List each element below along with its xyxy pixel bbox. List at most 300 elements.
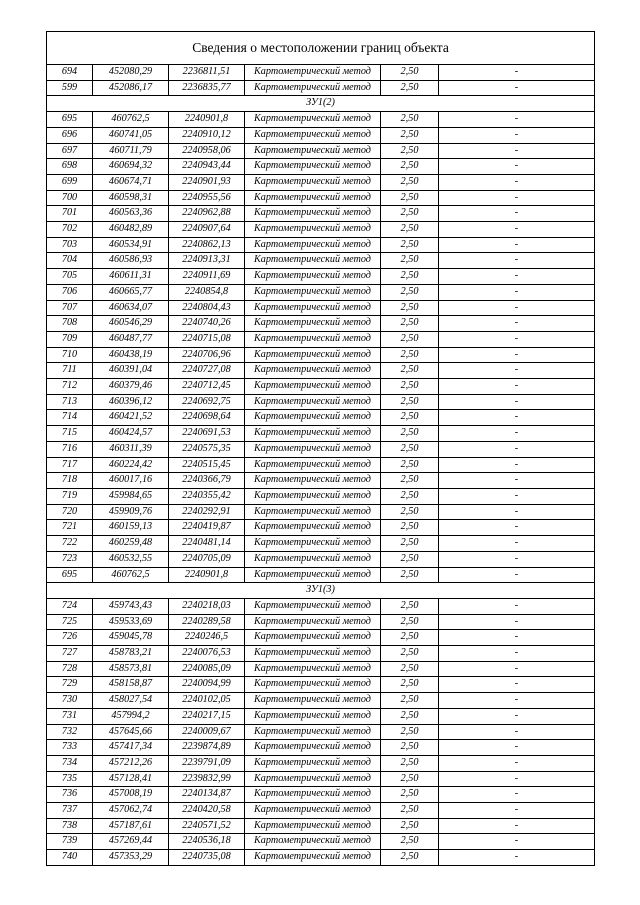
section-label: ЗУ1(2) bbox=[47, 96, 595, 112]
table-row bbox=[47, 504, 595, 520]
x-coordinate-cell: 459984,65 bbox=[93, 488, 169, 504]
y-coordinate-cell: 2240804,43 bbox=[169, 300, 245, 316]
table-row bbox=[47, 206, 595, 222]
point-number-cell: 713 bbox=[47, 394, 93, 410]
point-number-cell: 740 bbox=[47, 850, 93, 866]
accuracy-cell: 2,50 bbox=[381, 551, 439, 567]
point-number-cell: 731 bbox=[47, 708, 93, 724]
accuracy-cell: 2,50 bbox=[381, 347, 439, 363]
table-row bbox=[47, 787, 595, 803]
y-coordinate-cell: 2239874,89 bbox=[169, 740, 245, 756]
table-row bbox=[47, 253, 595, 269]
description-cell: - bbox=[439, 300, 595, 316]
accuracy-cell: 2,50 bbox=[381, 112, 439, 128]
table-row bbox=[47, 112, 595, 128]
accuracy-cell: 2,50 bbox=[381, 693, 439, 709]
table-row bbox=[47, 347, 595, 363]
y-coordinate-cell: 2240727,08 bbox=[169, 363, 245, 379]
method-cell: Картометрический метод bbox=[245, 661, 381, 677]
y-coordinate-cell: 2240515,45 bbox=[169, 457, 245, 473]
x-coordinate-cell: 457645,66 bbox=[93, 724, 169, 740]
description-cell: - bbox=[439, 818, 595, 834]
x-coordinate-cell: 459533,69 bbox=[93, 614, 169, 630]
method-cell: Картометрический метод bbox=[245, 426, 381, 442]
accuracy-cell: 2,50 bbox=[381, 222, 439, 238]
point-number-cell: 736 bbox=[47, 787, 93, 803]
point-number-cell: 710 bbox=[47, 347, 93, 363]
x-coordinate-cell: 460563,36 bbox=[93, 206, 169, 222]
description-cell: - bbox=[439, 567, 595, 583]
method-cell: Картометрический метод bbox=[245, 520, 381, 536]
accuracy-cell: 2,50 bbox=[381, 269, 439, 285]
method-cell: Картометрический метод bbox=[245, 850, 381, 866]
method-cell: Картометрический метод bbox=[245, 174, 381, 190]
y-coordinate-cell: 2240705,09 bbox=[169, 551, 245, 567]
x-coordinate-cell: 460424,57 bbox=[93, 426, 169, 442]
method-cell: Картометрический метод bbox=[245, 222, 381, 238]
method-cell: Картометрический метод bbox=[245, 143, 381, 159]
table-row bbox=[47, 379, 595, 395]
description-cell: - bbox=[439, 316, 595, 332]
method-cell: Картометрический метод bbox=[245, 331, 381, 347]
point-number-cell: 724 bbox=[47, 598, 93, 614]
description-cell: - bbox=[439, 473, 595, 489]
description-cell: - bbox=[439, 394, 595, 410]
point-number-cell: 696 bbox=[47, 127, 93, 143]
y-coordinate-cell: 2240712,45 bbox=[169, 379, 245, 395]
y-coordinate-cell: 2240009,67 bbox=[169, 724, 245, 740]
method-cell: Картометрический метод bbox=[245, 740, 381, 756]
y-coordinate-cell: 2240958,06 bbox=[169, 143, 245, 159]
x-coordinate-cell: 460762,5 bbox=[93, 567, 169, 583]
y-coordinate-cell: 2240575,35 bbox=[169, 441, 245, 457]
description-cell: - bbox=[439, 65, 595, 81]
x-coordinate-cell: 457994,2 bbox=[93, 708, 169, 724]
description-cell: - bbox=[439, 379, 595, 395]
method-cell: Картометрический метод bbox=[245, 708, 381, 724]
description-cell: - bbox=[439, 488, 595, 504]
accuracy-cell: 2,50 bbox=[381, 850, 439, 866]
table-row bbox=[47, 614, 595, 630]
point-number-cell: 695 bbox=[47, 567, 93, 583]
accuracy-cell: 2,50 bbox=[381, 536, 439, 552]
point-number-cell: 599 bbox=[47, 80, 93, 96]
point-number-cell: 737 bbox=[47, 803, 93, 819]
table-row bbox=[47, 520, 595, 536]
table-row bbox=[47, 724, 595, 740]
table-row bbox=[47, 850, 595, 866]
point-number-cell: 715 bbox=[47, 426, 93, 442]
method-cell: Картометрический метод bbox=[245, 206, 381, 222]
table-row bbox=[47, 755, 595, 771]
x-coordinate-cell: 459743,43 bbox=[93, 598, 169, 614]
method-cell: Картометрический метод bbox=[245, 441, 381, 457]
method-cell: Картометрический метод bbox=[245, 771, 381, 787]
point-number-cell: 718 bbox=[47, 473, 93, 489]
point-number-cell: 726 bbox=[47, 630, 93, 646]
point-number-cell: 711 bbox=[47, 363, 93, 379]
method-cell: Картометрический метод bbox=[245, 551, 381, 567]
x-coordinate-cell: 460379,46 bbox=[93, 379, 169, 395]
x-coordinate-cell: 460396,12 bbox=[93, 394, 169, 410]
x-coordinate-cell: 460586,93 bbox=[93, 253, 169, 269]
y-coordinate-cell: 2239832,99 bbox=[169, 771, 245, 787]
description-cell: - bbox=[439, 740, 595, 756]
description-cell: - bbox=[439, 143, 595, 159]
method-cell: Картометрический метод bbox=[245, 159, 381, 175]
x-coordinate-cell: 460598,31 bbox=[93, 190, 169, 206]
method-cell: Картометрический метод bbox=[245, 787, 381, 803]
table-row bbox=[47, 661, 595, 677]
accuracy-cell: 2,50 bbox=[381, 331, 439, 347]
accuracy-cell: 2,50 bbox=[381, 630, 439, 646]
table-row bbox=[47, 65, 595, 81]
description-cell: - bbox=[439, 174, 595, 190]
y-coordinate-cell: 2240366,79 bbox=[169, 473, 245, 489]
description-cell: - bbox=[439, 112, 595, 128]
point-number-cell: 699 bbox=[47, 174, 93, 190]
y-coordinate-cell: 2240901,8 bbox=[169, 567, 245, 583]
method-cell: Картометрический метод bbox=[245, 677, 381, 693]
accuracy-cell: 2,50 bbox=[381, 787, 439, 803]
table-row bbox=[47, 410, 595, 426]
point-number-cell: 700 bbox=[47, 190, 93, 206]
table-row bbox=[47, 803, 595, 819]
x-coordinate-cell: 460391,04 bbox=[93, 363, 169, 379]
method-cell: Картометрический метод bbox=[245, 473, 381, 489]
x-coordinate-cell: 452086,17 bbox=[93, 80, 169, 96]
table-row bbox=[47, 834, 595, 850]
description-cell: - bbox=[439, 331, 595, 347]
y-coordinate-cell: 2240901,93 bbox=[169, 174, 245, 190]
accuracy-cell: 2,50 bbox=[381, 598, 439, 614]
accuracy-cell: 2,50 bbox=[381, 379, 439, 395]
description-cell: - bbox=[439, 347, 595, 363]
boundary-coordinates-table bbox=[46, 31, 595, 866]
point-number-cell: 702 bbox=[47, 222, 93, 238]
point-number-cell: 732 bbox=[47, 724, 93, 740]
x-coordinate-cell: 460487,77 bbox=[93, 331, 169, 347]
method-cell: Картометрический метод bbox=[245, 112, 381, 128]
accuracy-cell: 2,50 bbox=[381, 206, 439, 222]
point-number-cell: 717 bbox=[47, 457, 93, 473]
table-row bbox=[47, 473, 595, 489]
table-row bbox=[47, 80, 595, 96]
method-cell: Картометрический метод bbox=[245, 379, 381, 395]
x-coordinate-cell: 459909,76 bbox=[93, 504, 169, 520]
method-cell: Картометрический метод bbox=[245, 630, 381, 646]
description-cell: - bbox=[439, 159, 595, 175]
y-coordinate-cell: 2240419,87 bbox=[169, 520, 245, 536]
y-coordinate-cell: 2240692,75 bbox=[169, 394, 245, 410]
x-coordinate-cell: 460741,05 bbox=[93, 127, 169, 143]
point-number-cell: 734 bbox=[47, 755, 93, 771]
point-number-cell: 735 bbox=[47, 771, 93, 787]
point-number-cell: 719 bbox=[47, 488, 93, 504]
x-coordinate-cell: 460694,32 bbox=[93, 159, 169, 175]
title-row bbox=[47, 32, 595, 65]
method-cell: Картометрический метод bbox=[245, 457, 381, 473]
x-coordinate-cell: 460546,29 bbox=[93, 316, 169, 332]
table-row bbox=[47, 159, 595, 175]
description-cell: - bbox=[439, 520, 595, 536]
table-row bbox=[47, 237, 595, 253]
point-number-cell: 720 bbox=[47, 504, 93, 520]
point-number-cell: 738 bbox=[47, 818, 93, 834]
method-cell: Картометрический метод bbox=[245, 646, 381, 662]
y-coordinate-cell: 2240735,08 bbox=[169, 850, 245, 866]
accuracy-cell: 2,50 bbox=[381, 127, 439, 143]
x-coordinate-cell: 460532,55 bbox=[93, 551, 169, 567]
y-coordinate-cell: 2240706,96 bbox=[169, 347, 245, 363]
description-cell: - bbox=[439, 80, 595, 96]
y-coordinate-cell: 2240102,05 bbox=[169, 693, 245, 709]
section-row bbox=[47, 583, 595, 599]
x-coordinate-cell: 459045,78 bbox=[93, 630, 169, 646]
method-cell: Картометрический метод bbox=[245, 755, 381, 771]
accuracy-cell: 2,50 bbox=[381, 818, 439, 834]
table-row bbox=[47, 222, 595, 238]
description-cell: - bbox=[439, 755, 595, 771]
y-coordinate-cell: 2240217,15 bbox=[169, 708, 245, 724]
description-cell: - bbox=[439, 269, 595, 285]
x-coordinate-cell: 458783,21 bbox=[93, 646, 169, 662]
method-cell: Картометрический метод bbox=[245, 300, 381, 316]
table-title: Сведения о местоположении границ объекта bbox=[47, 32, 595, 65]
description-cell: - bbox=[439, 630, 595, 646]
description-cell: - bbox=[439, 190, 595, 206]
accuracy-cell: 2,50 bbox=[381, 300, 439, 316]
method-cell: Картометрический метод bbox=[245, 803, 381, 819]
y-coordinate-cell: 2240715,08 bbox=[169, 331, 245, 347]
method-cell: Картометрический метод bbox=[245, 488, 381, 504]
accuracy-cell: 2,50 bbox=[381, 394, 439, 410]
method-cell: Картометрический метод bbox=[245, 316, 381, 332]
x-coordinate-cell: 457062,74 bbox=[93, 803, 169, 819]
method-cell: Картометрический метод bbox=[245, 253, 381, 269]
method-cell: Картометрический метод bbox=[245, 410, 381, 426]
table-row bbox=[47, 646, 595, 662]
y-coordinate-cell: 2240355,42 bbox=[169, 488, 245, 504]
y-coordinate-cell: 2240691,53 bbox=[169, 426, 245, 442]
y-coordinate-cell: 2240740,26 bbox=[169, 316, 245, 332]
point-number-cell: 725 bbox=[47, 614, 93, 630]
accuracy-cell: 2,50 bbox=[381, 771, 439, 787]
description-cell: - bbox=[439, 724, 595, 740]
y-coordinate-cell: 2240420,58 bbox=[169, 803, 245, 819]
description-cell: - bbox=[439, 206, 595, 222]
accuracy-cell: 2,50 bbox=[381, 614, 439, 630]
method-cell: Картометрический метод bbox=[245, 818, 381, 834]
description-cell: - bbox=[439, 237, 595, 253]
point-number-cell: 721 bbox=[47, 520, 93, 536]
method-cell: Картометрический метод bbox=[245, 190, 381, 206]
accuracy-cell: 2,50 bbox=[381, 567, 439, 583]
description-cell: - bbox=[439, 787, 595, 803]
point-number-cell: 712 bbox=[47, 379, 93, 395]
x-coordinate-cell: 457353,29 bbox=[93, 850, 169, 866]
x-coordinate-cell: 457269,44 bbox=[93, 834, 169, 850]
x-coordinate-cell: 460482,89 bbox=[93, 222, 169, 238]
point-number-cell: 728 bbox=[47, 661, 93, 677]
y-coordinate-cell: 2239791,09 bbox=[169, 755, 245, 771]
x-coordinate-cell: 458573,81 bbox=[93, 661, 169, 677]
point-number-cell: 704 bbox=[47, 253, 93, 269]
description-cell: - bbox=[439, 441, 595, 457]
table-row bbox=[47, 269, 595, 285]
x-coordinate-cell: 460438,19 bbox=[93, 347, 169, 363]
method-cell: Картометрический метод bbox=[245, 567, 381, 583]
table-row bbox=[47, 740, 595, 756]
point-number-cell: 694 bbox=[47, 65, 93, 81]
table-row bbox=[47, 426, 595, 442]
x-coordinate-cell: 458027,54 bbox=[93, 693, 169, 709]
y-coordinate-cell: 2240536,18 bbox=[169, 834, 245, 850]
method-cell: Картометрический метод bbox=[245, 504, 381, 520]
x-coordinate-cell: 460159,13 bbox=[93, 520, 169, 536]
description-cell: - bbox=[439, 426, 595, 442]
description-cell: - bbox=[439, 551, 595, 567]
method-cell: Картометрический метод bbox=[245, 834, 381, 850]
method-cell: Картометрический метод bbox=[245, 724, 381, 740]
table-row bbox=[47, 693, 595, 709]
y-coordinate-cell: 2240134,87 bbox=[169, 787, 245, 803]
accuracy-cell: 2,50 bbox=[381, 159, 439, 175]
y-coordinate-cell: 2240910,12 bbox=[169, 127, 245, 143]
x-coordinate-cell: 457128,41 bbox=[93, 771, 169, 787]
y-coordinate-cell: 2240911,69 bbox=[169, 269, 245, 285]
table-row bbox=[47, 190, 595, 206]
table-row bbox=[47, 771, 595, 787]
y-coordinate-cell: 2240289,58 bbox=[169, 614, 245, 630]
x-coordinate-cell: 457008,19 bbox=[93, 787, 169, 803]
accuracy-cell: 2,50 bbox=[381, 190, 439, 206]
x-coordinate-cell: 460311,39 bbox=[93, 441, 169, 457]
accuracy-cell: 2,50 bbox=[381, 473, 439, 489]
y-coordinate-cell: 2240094,99 bbox=[169, 677, 245, 693]
description-cell: - bbox=[439, 693, 595, 709]
x-coordinate-cell: 457417,34 bbox=[93, 740, 169, 756]
method-cell: Картометрический метод bbox=[245, 127, 381, 143]
point-number-cell: 709 bbox=[47, 331, 93, 347]
table-row bbox=[47, 457, 595, 473]
description-cell: - bbox=[439, 677, 595, 693]
accuracy-cell: 2,50 bbox=[381, 174, 439, 190]
accuracy-cell: 2,50 bbox=[381, 237, 439, 253]
description-cell: - bbox=[439, 614, 595, 630]
table-row bbox=[47, 551, 595, 567]
description-cell: - bbox=[439, 363, 595, 379]
table-row bbox=[47, 488, 595, 504]
table-row bbox=[47, 630, 595, 646]
accuracy-cell: 2,50 bbox=[381, 284, 439, 300]
method-cell: Картометрический метод bbox=[245, 614, 381, 630]
point-number-cell: 716 bbox=[47, 441, 93, 457]
table-row bbox=[47, 363, 595, 379]
y-coordinate-cell: 2240955,56 bbox=[169, 190, 245, 206]
method-cell: Картометрический метод bbox=[245, 269, 381, 285]
description-cell: - bbox=[439, 803, 595, 819]
point-number-cell: 701 bbox=[47, 206, 93, 222]
y-coordinate-cell: 2240481,14 bbox=[169, 536, 245, 552]
description-cell: - bbox=[439, 284, 595, 300]
y-coordinate-cell: 2240698,64 bbox=[169, 410, 245, 426]
point-number-cell: 705 bbox=[47, 269, 93, 285]
y-coordinate-cell: 2240901,8 bbox=[169, 112, 245, 128]
x-coordinate-cell: 460421,52 bbox=[93, 410, 169, 426]
y-coordinate-cell: 2240862,13 bbox=[169, 237, 245, 253]
y-coordinate-cell: 2240913,31 bbox=[169, 253, 245, 269]
point-number-cell: 706 bbox=[47, 284, 93, 300]
description-cell: - bbox=[439, 504, 595, 520]
y-coordinate-cell: 2240292,91 bbox=[169, 504, 245, 520]
description-cell: - bbox=[439, 850, 595, 866]
point-number-cell: 729 bbox=[47, 677, 93, 693]
point-number-cell: 727 bbox=[47, 646, 93, 662]
method-cell: Картометрический метод bbox=[245, 536, 381, 552]
description-cell: - bbox=[439, 834, 595, 850]
y-coordinate-cell: 2240854,8 bbox=[169, 284, 245, 300]
method-cell: Картометрический метод bbox=[245, 80, 381, 96]
table-row bbox=[47, 441, 595, 457]
y-coordinate-cell: 2240085,09 bbox=[169, 661, 245, 677]
accuracy-cell: 2,50 bbox=[381, 740, 439, 756]
accuracy-cell: 2,50 bbox=[381, 441, 439, 457]
x-coordinate-cell: 460259,48 bbox=[93, 536, 169, 552]
accuracy-cell: 2,50 bbox=[381, 316, 439, 332]
description-cell: - bbox=[439, 127, 595, 143]
accuracy-cell: 2,50 bbox=[381, 724, 439, 740]
description-cell: - bbox=[439, 598, 595, 614]
accuracy-cell: 2,50 bbox=[381, 520, 439, 536]
x-coordinate-cell: 457187,61 bbox=[93, 818, 169, 834]
y-coordinate-cell: 2240571,52 bbox=[169, 818, 245, 834]
table-row bbox=[47, 708, 595, 724]
table-row bbox=[47, 331, 595, 347]
description-cell: - bbox=[439, 222, 595, 238]
x-coordinate-cell: 460634,07 bbox=[93, 300, 169, 316]
accuracy-cell: 2,50 bbox=[381, 410, 439, 426]
table-row bbox=[47, 316, 595, 332]
accuracy-cell: 2,50 bbox=[381, 661, 439, 677]
description-cell: - bbox=[439, 410, 595, 426]
point-number-cell: 708 bbox=[47, 316, 93, 332]
accuracy-cell: 2,50 bbox=[381, 677, 439, 693]
table-row bbox=[47, 127, 595, 143]
point-number-cell: 722 bbox=[47, 536, 93, 552]
accuracy-cell: 2,50 bbox=[381, 426, 439, 442]
table-row bbox=[47, 677, 595, 693]
accuracy-cell: 2,50 bbox=[381, 504, 439, 520]
accuracy-cell: 2,50 bbox=[381, 708, 439, 724]
method-cell: Картометрический метод bbox=[245, 237, 381, 253]
point-number-cell: 723 bbox=[47, 551, 93, 567]
method-cell: Картометрический метод bbox=[245, 284, 381, 300]
x-coordinate-cell: 452080,29 bbox=[93, 65, 169, 81]
table-row bbox=[47, 394, 595, 410]
point-number-cell: 733 bbox=[47, 740, 93, 756]
table-row bbox=[47, 818, 595, 834]
accuracy-cell: 2,50 bbox=[381, 457, 439, 473]
description-cell: - bbox=[439, 646, 595, 662]
description-cell: - bbox=[439, 457, 595, 473]
y-coordinate-cell: 2240943,44 bbox=[169, 159, 245, 175]
x-coordinate-cell: 460611,31 bbox=[93, 269, 169, 285]
method-cell: Картометрический метод bbox=[245, 65, 381, 81]
point-number-cell: 730 bbox=[47, 693, 93, 709]
x-coordinate-cell: 460711,79 bbox=[93, 143, 169, 159]
accuracy-cell: 2,50 bbox=[381, 363, 439, 379]
